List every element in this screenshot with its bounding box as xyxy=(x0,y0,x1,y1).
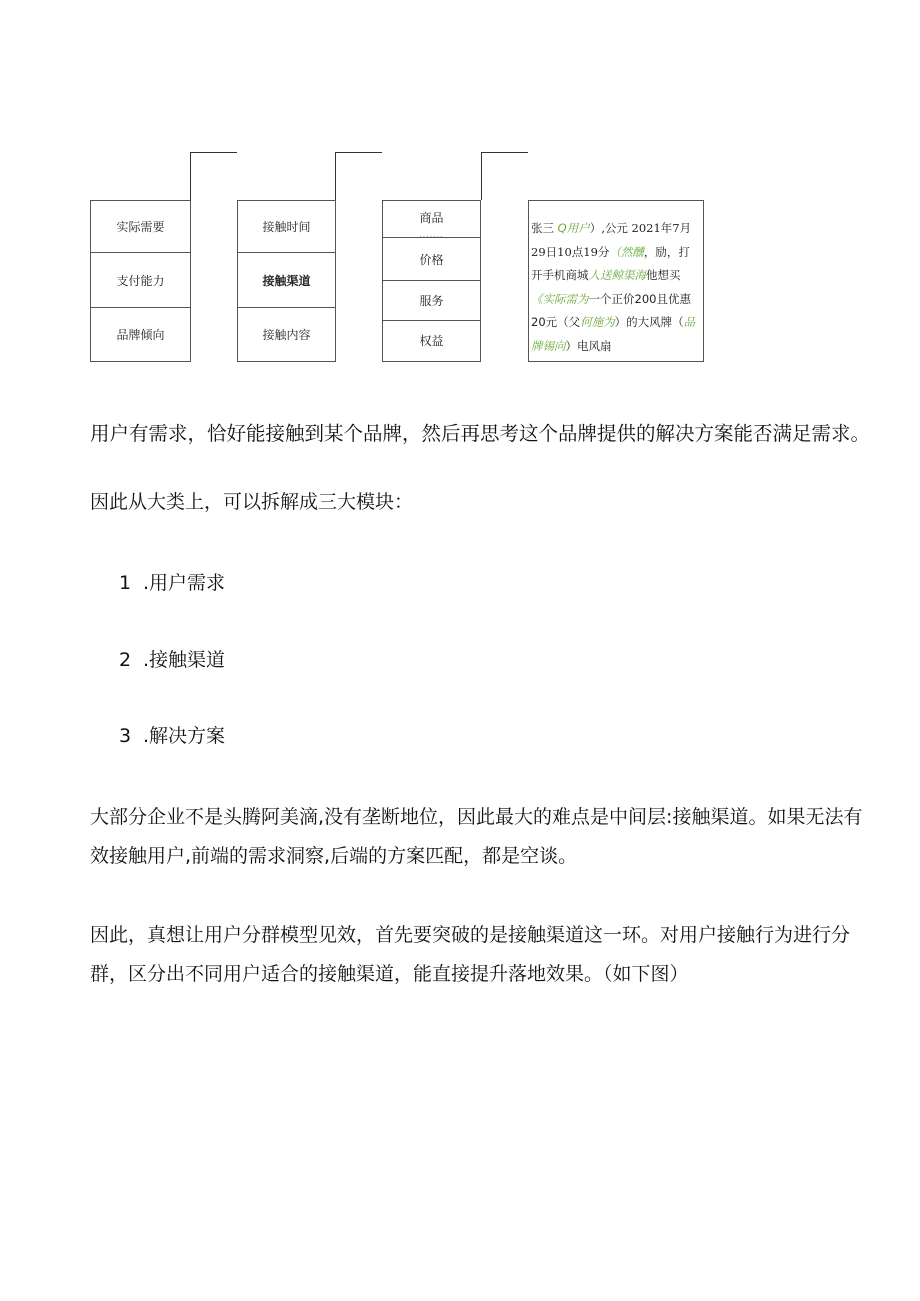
box-cell: 接触渠道 xyxy=(238,253,335,308)
solution-box xyxy=(382,200,481,362)
connector-line xyxy=(335,152,382,153)
user-needs-box xyxy=(90,200,191,362)
story-text: ）的大风牌（ xyxy=(614,315,684,329)
list-number: 2 xyxy=(119,649,132,671)
box-cell: 服务 xyxy=(383,281,480,321)
box-cell: 权益 xyxy=(419,333,444,348)
story-text: 一个正价200且优惠20元（父 xyxy=(531,291,691,329)
connector-line xyxy=(190,152,191,200)
box-cell: 品牌倾向 xyxy=(116,328,165,342)
box-cell: 接触内容 xyxy=(262,328,311,342)
connector-line xyxy=(190,152,237,153)
body-paragraph: 大部分企业不是头腾阿美滴,没有垄断地位，因此最大的难点是中间层:接触渠道。如果无法有效接触用户,前端的需求洞察,后端的方案匹配，都是空谈。 xyxy=(90,806,863,867)
connector-line xyxy=(481,152,482,200)
box-cell: 商品 xyxy=(419,210,444,225)
list-item xyxy=(119,721,225,748)
decorative-dots: ....... xyxy=(419,230,444,239)
lead-paragraph: 因此从大类上，可以拆解成三大模块： xyxy=(90,491,414,513)
story-text: 张三 xyxy=(531,221,554,235)
box-cell: 实际需要 xyxy=(91,201,190,253)
list-item xyxy=(119,568,225,595)
box-cell: 价格 xyxy=(383,237,480,281)
story-text: 2021年7月29日10点19分 xyxy=(531,221,692,259)
box-cell: 支付能力 xyxy=(91,253,190,308)
list-item xyxy=(119,645,225,672)
contact-channel-box xyxy=(237,200,336,362)
connector-line xyxy=(481,152,528,153)
story-highlight: Q用户 xyxy=(557,221,590,235)
body-paragraph: 因此，真想让用户分群模型见效，首先要突破的是接触渠道这一环。对用户接触行为进行分群，区分出不同用户适合的接触渠道，能直接提升落地效果。（如下图） xyxy=(90,924,851,985)
story-text: ，励，打开手机商城 xyxy=(531,244,690,282)
box-cell: 接触时间 xyxy=(238,201,335,253)
story-highlight: 人送鲸渠海 xyxy=(588,268,646,282)
list-label: .接触渠道 xyxy=(143,649,226,671)
user-story-box xyxy=(528,200,704,362)
story-text: ）电风扇 xyxy=(565,338,612,353)
story-highlight: 何施为 xyxy=(580,315,615,329)
list-label: .解决方案 xyxy=(143,725,226,747)
list-label: .用户需求 xyxy=(143,572,226,594)
story-text: ）,公元 xyxy=(589,221,628,235)
list-number: 1 xyxy=(119,572,132,594)
list-number: 3 xyxy=(119,725,132,747)
story-highlight: （然醺 xyxy=(609,244,644,259)
connector-line xyxy=(335,152,336,200)
story-highlight: 《实际需为 xyxy=(531,291,589,306)
story-highlight: 品牌锡向 xyxy=(531,315,696,353)
story-text: 他想买 xyxy=(646,268,681,282)
intro-paragraph: 用户有需求，恰好能接触到某个品牌，然后再思考这个品牌提供的解决方案能否满足需求。 xyxy=(90,422,871,445)
